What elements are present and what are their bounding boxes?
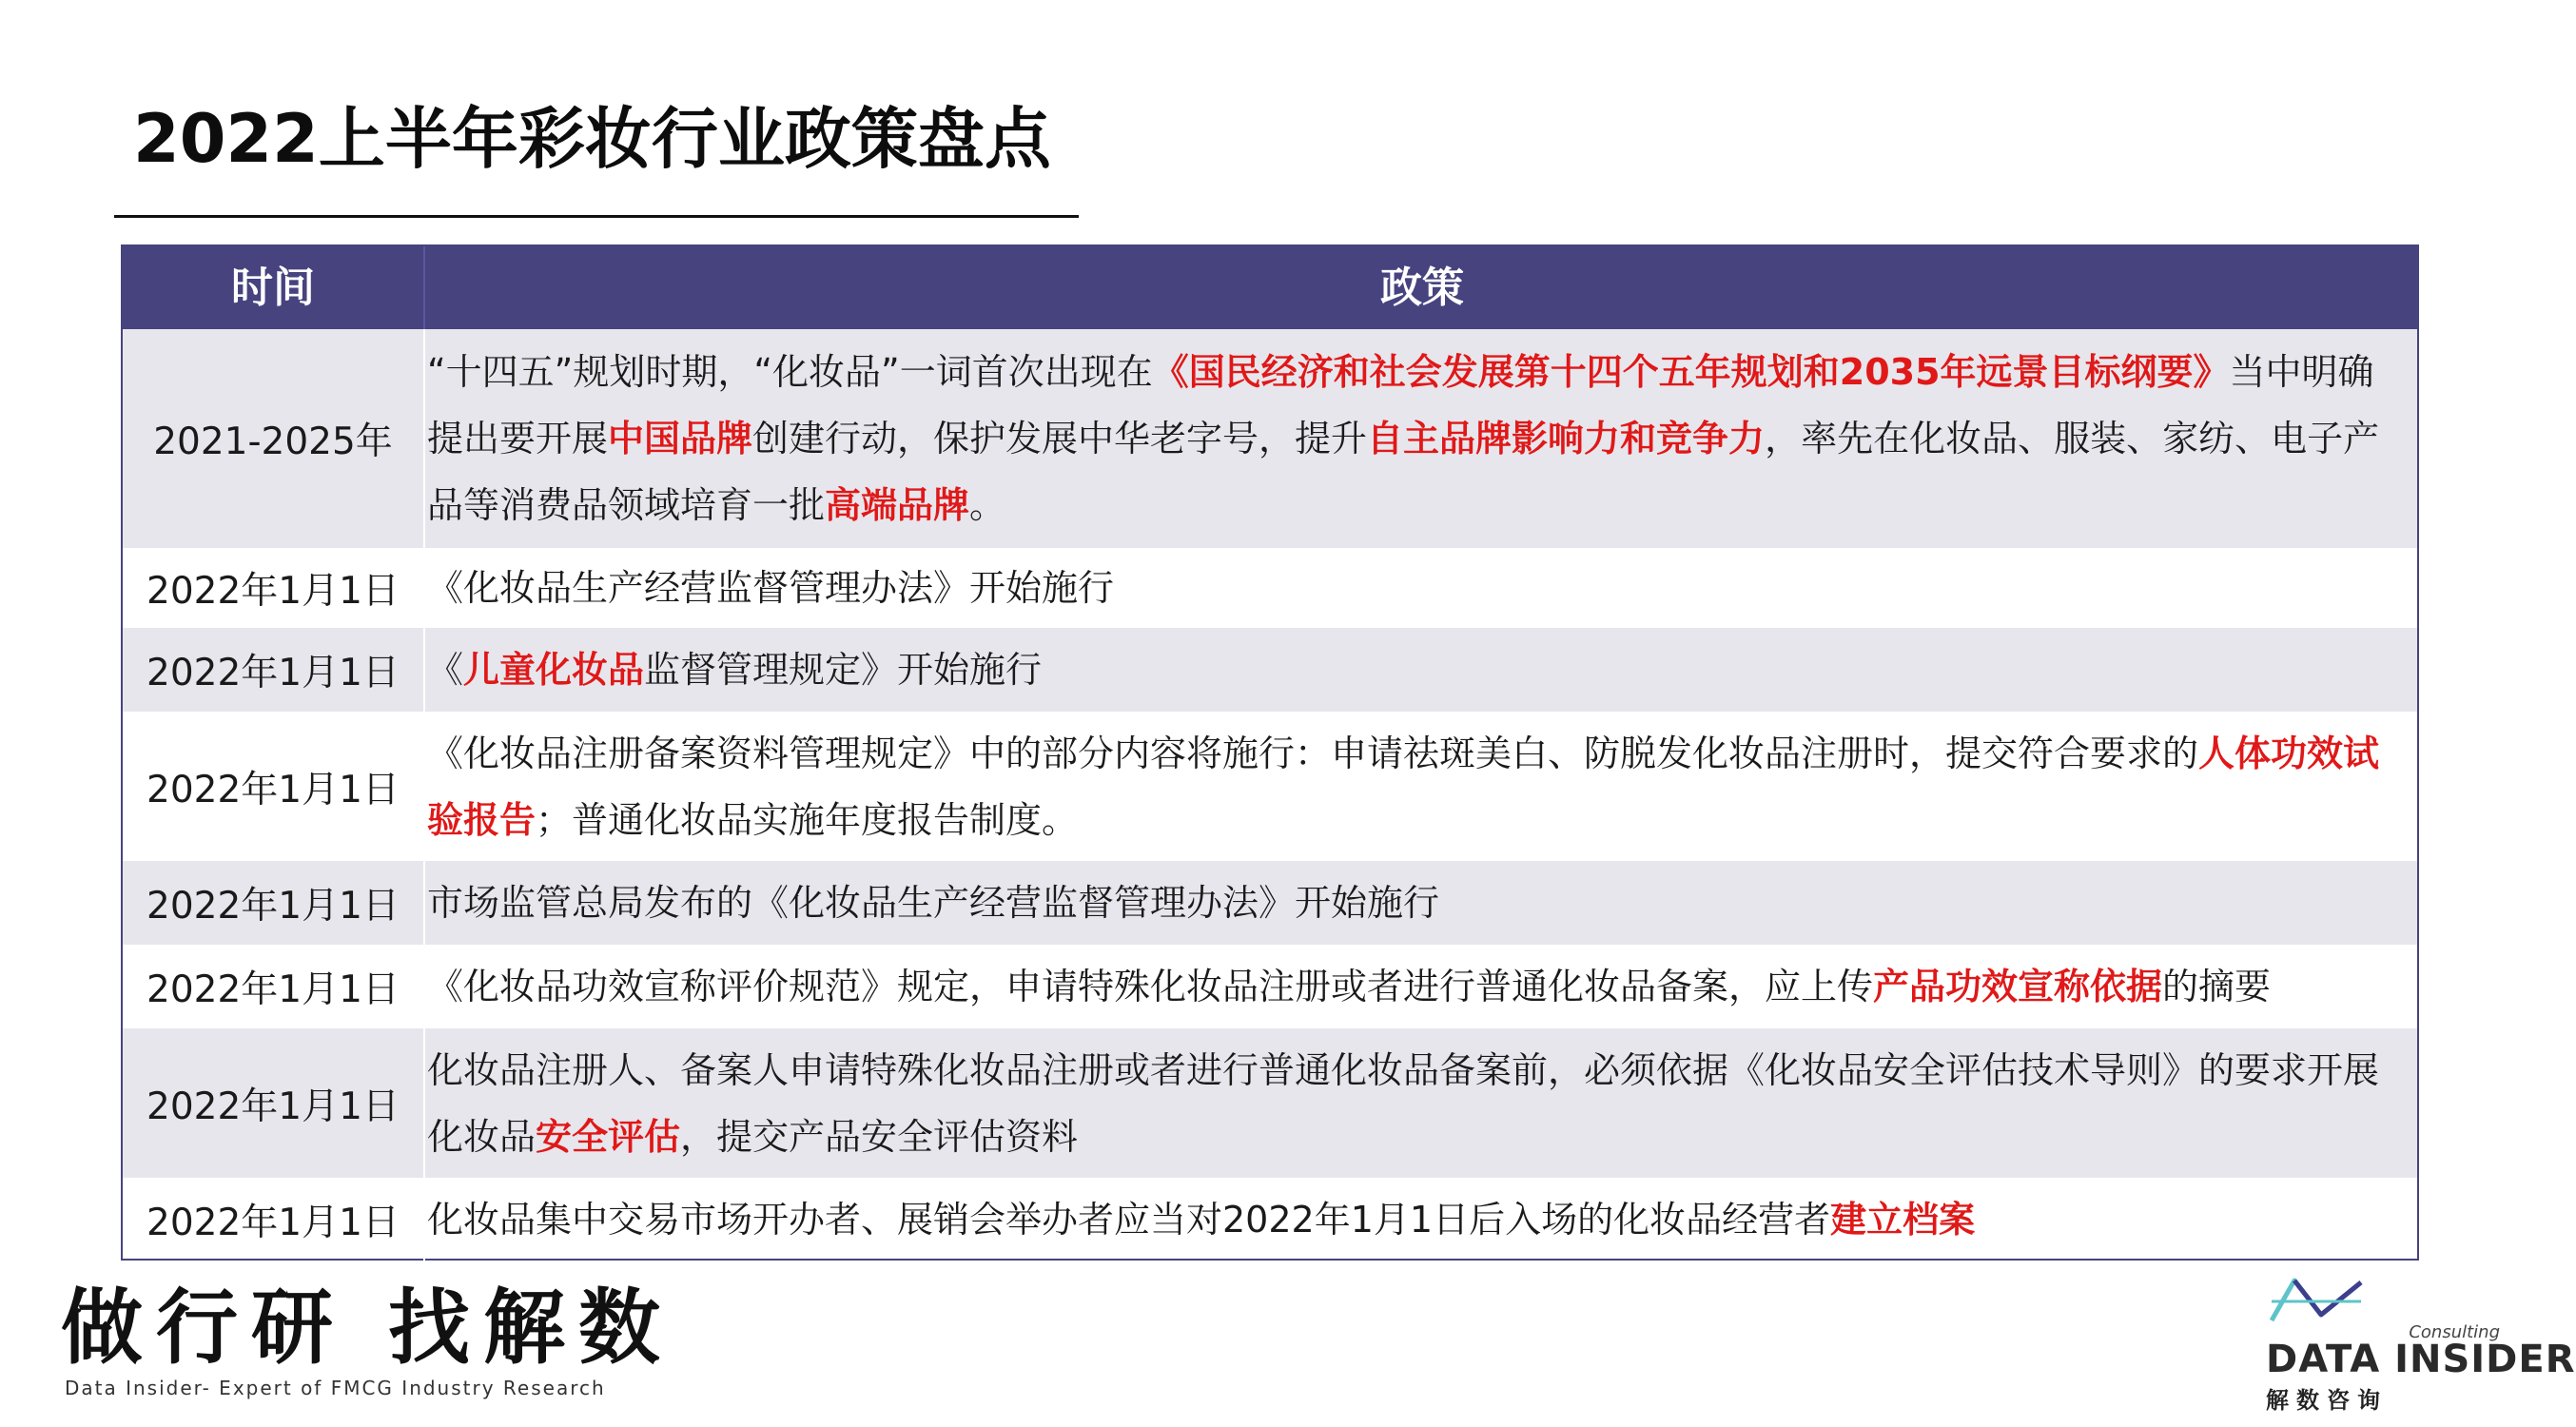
- highlighted-text: 产品功效宣称依据: [1873, 966, 2163, 1007]
- header-policy: 政策: [423, 246, 2419, 329]
- footer-slogan: 做行研 找解数: [61, 1280, 673, 1376]
- table-header: [123, 246, 2417, 329]
- table-row: [123, 861, 2417, 945]
- highlighted-text: 《国民经济和社会发展第十四个五年规划和2035年远景目标纲要》: [1152, 351, 2230, 393]
- table-row: [123, 548, 2417, 628]
- row-policy: [423, 861, 2417, 945]
- row-time: 2022年1月1日: [146, 1085, 400, 1128]
- row-time: 2022年1月1日: [146, 968, 400, 1011]
- row-policy: [423, 945, 2417, 1028]
- footer-subtitle: Data Insider- Expert of FMCG Industry Research: [65, 1377, 606, 1399]
- policy-text-segment: 化妆品注册人、备案人申请特殊化妆品注册或者进行普通化妆品备案前，必须依据《化妆品安全评估技术导则》的要求开展化妆品: [427, 1048, 2380, 1158]
- row-policy: [423, 1178, 2417, 1261]
- policy-text-segment: 《: [427, 649, 464, 691]
- table-row: [123, 329, 2417, 548]
- policy-table: [121, 244, 2419, 1261]
- policy-text-segment: ；普通化妆品实施年度报告制度。: [536, 798, 1079, 841]
- policy-text: [427, 1186, 2404, 1253]
- highlighted-text: 自主品牌影响力和竞争力: [1367, 418, 1766, 459]
- table-row: [123, 1028, 2417, 1178]
- policy-text: [427, 870, 2404, 936]
- highlighted-text: 建立档案: [1830, 1198, 1976, 1241]
- highlighted-text: 中国品牌: [608, 418, 753, 459]
- policy-text-segment: 市场监管总局发布的《化妆品生产经营监督管理办法》开始施行: [427, 882, 1440, 924]
- row-time: 2022年1月1日: [146, 768, 400, 811]
- policy-text: [427, 636, 2404, 703]
- policy-text: [427, 720, 2404, 853]
- title-underline: [114, 215, 1079, 218]
- policy-text: [427, 555, 2404, 621]
- row-policy: [423, 548, 2417, 628]
- logo-consulting-label: Consulting: [2409, 1322, 2500, 1342]
- table-row: [123, 945, 2417, 1028]
- highlighted-text: 高端品牌: [825, 484, 970, 526]
- row-time: 2021-2025年: [153, 420, 393, 463]
- row-policy: [423, 628, 2417, 712]
- table-row: [123, 628, 2417, 712]
- data-insider-logo: [2266, 1273, 2576, 1416]
- policy-text: [427, 953, 2404, 1020]
- policy-text-segment: 创建行动，保护发展中华老字号，提升: [752, 418, 1368, 459]
- row-policy: [423, 712, 2417, 861]
- policy-text-segment: 监督管理规定》开始施行: [644, 649, 1043, 691]
- policy-text-segment: 《化妆品生产经营监督管理办法》开始施行: [427, 567, 1115, 609]
- highlighted-text: 儿童化妆品: [463, 649, 645, 691]
- policy-text-segment: 《化妆品注册备案资料管理规定》中的部分内容将施行：申请祛斑美白、防脱发化妆品注册时，提交符合要求的: [427, 732, 2199, 774]
- highlighted-text: 人体功效试验报告: [427, 732, 2380, 841]
- table-row: [123, 1178, 2417, 1261]
- policy-text-segment: 《化妆品功效宣称评价规范》规定，申请特殊化妆品注册或者进行普通化妆品备案，应上传: [427, 966, 1874, 1007]
- policy-text-segment: 化妆品集中交易市场开办者、展销会举办者应当对2022年1月1日后入场的化妆品经营者: [427, 1198, 1831, 1241]
- policy-text-segment: ，率先在化妆品、服装、家纺、电子产品等消费品领域培育一批: [427, 418, 2380, 526]
- table-row: [123, 712, 2417, 861]
- policy-text-segment: 当中明确提出要开展: [427, 351, 2374, 459]
- policy-text: [427, 1037, 2404, 1170]
- row-time: 2022年1月1日: [146, 1201, 400, 1244]
- logo-name: DATA INSIDER: [2266, 1338, 2576, 1381]
- highlighted-text: 安全评估: [536, 1115, 681, 1158]
- logo-mark-icon: [2266, 1273, 2371, 1330]
- policy-text-segment: ，提交产品安全评估资料: [680, 1115, 1079, 1158]
- row-time: 2022年1月1日: [146, 570, 400, 613]
- header-time: 时间: [231, 264, 315, 312]
- policy-text: [427, 339, 2404, 538]
- policy-text-segment: “十四五”规划时期，“化妆品”一词首次出现在: [427, 351, 1153, 393]
- logo-chinese-name: 解数咨询: [2266, 1387, 2388, 1414]
- row-policy: [423, 1028, 2417, 1178]
- policy-text-segment: 。: [969, 484, 1006, 526]
- page-title: 2022上半年彩妆行业政策盘点: [133, 100, 1051, 178]
- row-policy: [423, 329, 2417, 548]
- row-time: 2022年1月1日: [146, 652, 400, 694]
- policy-text-segment: 的摘要: [2162, 966, 2272, 1007]
- row-time: 2022年1月1日: [146, 885, 400, 928]
